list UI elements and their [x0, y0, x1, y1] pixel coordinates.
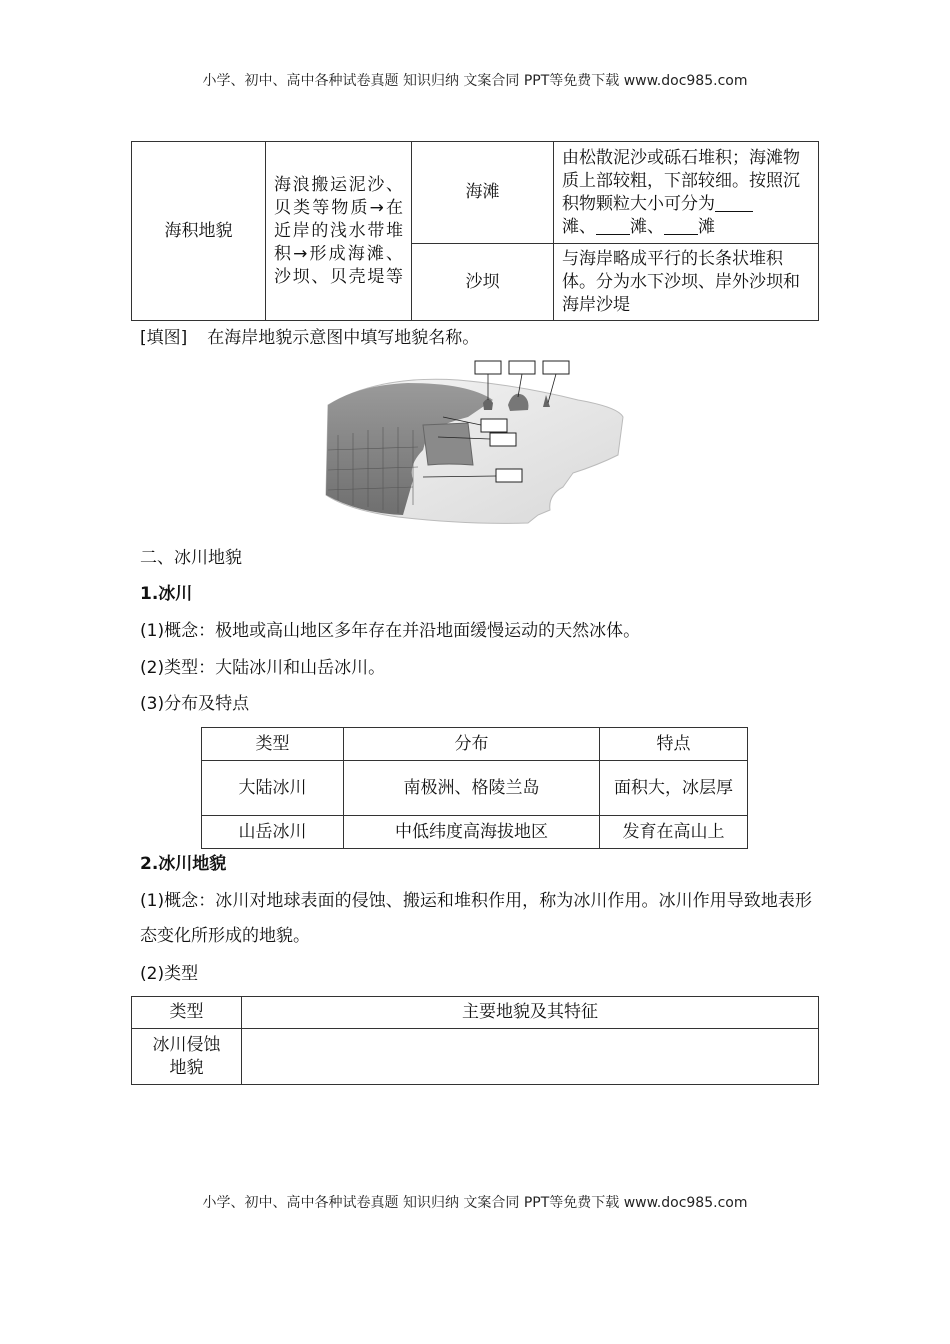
feature-text: 由松散泥沙或砾石堆积；海滩物质上部较粗，下部较细。按照沉积物颗粒大小可分为 — [562, 147, 800, 214]
coastal-landform-diagram — [318, 355, 638, 527]
table-header-row — [132, 997, 819, 1029]
label-box[interactable] — [481, 419, 507, 432]
table-row — [132, 142, 819, 244]
table-row — [132, 1029, 819, 1085]
landform-name-cell: 海滩 — [412, 142, 554, 244]
glacier-types: (2)类型：大陆冰川和山岳冰川。 — [140, 658, 386, 678]
feature-text: 滩 — [698, 216, 715, 237]
answer-cell[interactable] — [242, 1029, 819, 1085]
label-box[interactable] — [509, 361, 535, 374]
subsection-title: 1.冰川 — [140, 584, 193, 604]
wave-cut-platform — [423, 423, 473, 465]
table-cell: 中低纬度高海拔地区 — [344, 816, 600, 849]
table-row — [202, 816, 748, 849]
landform-name-cell: 沙坝 — [412, 244, 554, 321]
category-cell: 海积地貌 — [132, 142, 266, 321]
glacier-concept: (1)概念：极地或高山地区多年存在并沿地面缓慢运动的天然冰体。 — [140, 621, 641, 641]
label-box[interactable] — [475, 361, 501, 374]
feature-text: 滩、 — [630, 216, 664, 237]
types-title: (2)类型 — [140, 964, 199, 984]
column-header: 类型 — [132, 997, 242, 1029]
table-cell: 面积大，冰层厚 — [600, 761, 748, 816]
label-box[interactable] — [496, 469, 522, 482]
column-header: 分布 — [344, 728, 600, 761]
section-title: 二、冰川地貌 — [140, 548, 242, 568]
table-row — [202, 761, 748, 816]
column-header: 特点 — [600, 728, 748, 761]
table-header-row — [202, 728, 748, 761]
glacial-landform-concept: (1)概念：冰川对地球表面的侵蚀、搬运和堆积作用，称为冰川作用。冰川作用导致地表形态变化所形成的地貌。 — [140, 891, 812, 946]
table-cell: 大陆冰川 — [202, 761, 344, 816]
page-header: 小学、初中、高中各种试卷真题 知识归纳 文案合同 PPT等免费下载 www.doc985.com — [202, 73, 748, 89]
answer-blank[interactable] — [664, 217, 698, 235]
fill-task-text: 在海岸地貌示意图中填写地貌名称。 — [207, 328, 480, 348]
answer-blank[interactable] — [596, 217, 630, 235]
feature-text: 滩、 — [562, 216, 596, 237]
glacial-landform-table — [131, 996, 819, 1085]
page-footer: 小学、初中、高中各种试卷真题 知识归纳 文案合同 PPT等免费下载 www.doc985.com — [202, 1195, 748, 1211]
answer-blank[interactable] — [715, 194, 753, 212]
fill-task-label: [填图] — [140, 328, 188, 348]
label-box[interactable] — [543, 361, 569, 374]
table-cell: 冰川侵蚀地貌 — [132, 1029, 242, 1085]
distribution-title: (3)分布及特点 — [140, 694, 250, 714]
landform-feature-cell — [554, 142, 819, 244]
table-cell: 南极洲、格陵兰岛 — [344, 761, 600, 816]
column-header: 主要地貌及其特征 — [242, 997, 819, 1029]
table-cell: 山岳冰川 — [202, 816, 344, 849]
subsection-title: 2.冰川地貌 — [140, 854, 227, 874]
table-cell: 发育在高山上 — [600, 816, 748, 849]
landform-feature-cell: 与海岸略成平行的长条状堆积体。分为水下沙坝、岸外沙坝和海岸沙堤 — [554, 244, 819, 321]
column-header: 类型 — [202, 728, 344, 761]
glacier-type-table — [201, 727, 748, 849]
process-cell: 海浪搬运泥沙、贝类等物质→在近岸的浅水带堆积→形成海滩、沙坝、贝壳堤等 — [266, 142, 412, 321]
label-box[interactable] — [490, 433, 516, 446]
marine-deposition-table — [131, 141, 819, 321]
fill-task — [140, 326, 479, 350]
